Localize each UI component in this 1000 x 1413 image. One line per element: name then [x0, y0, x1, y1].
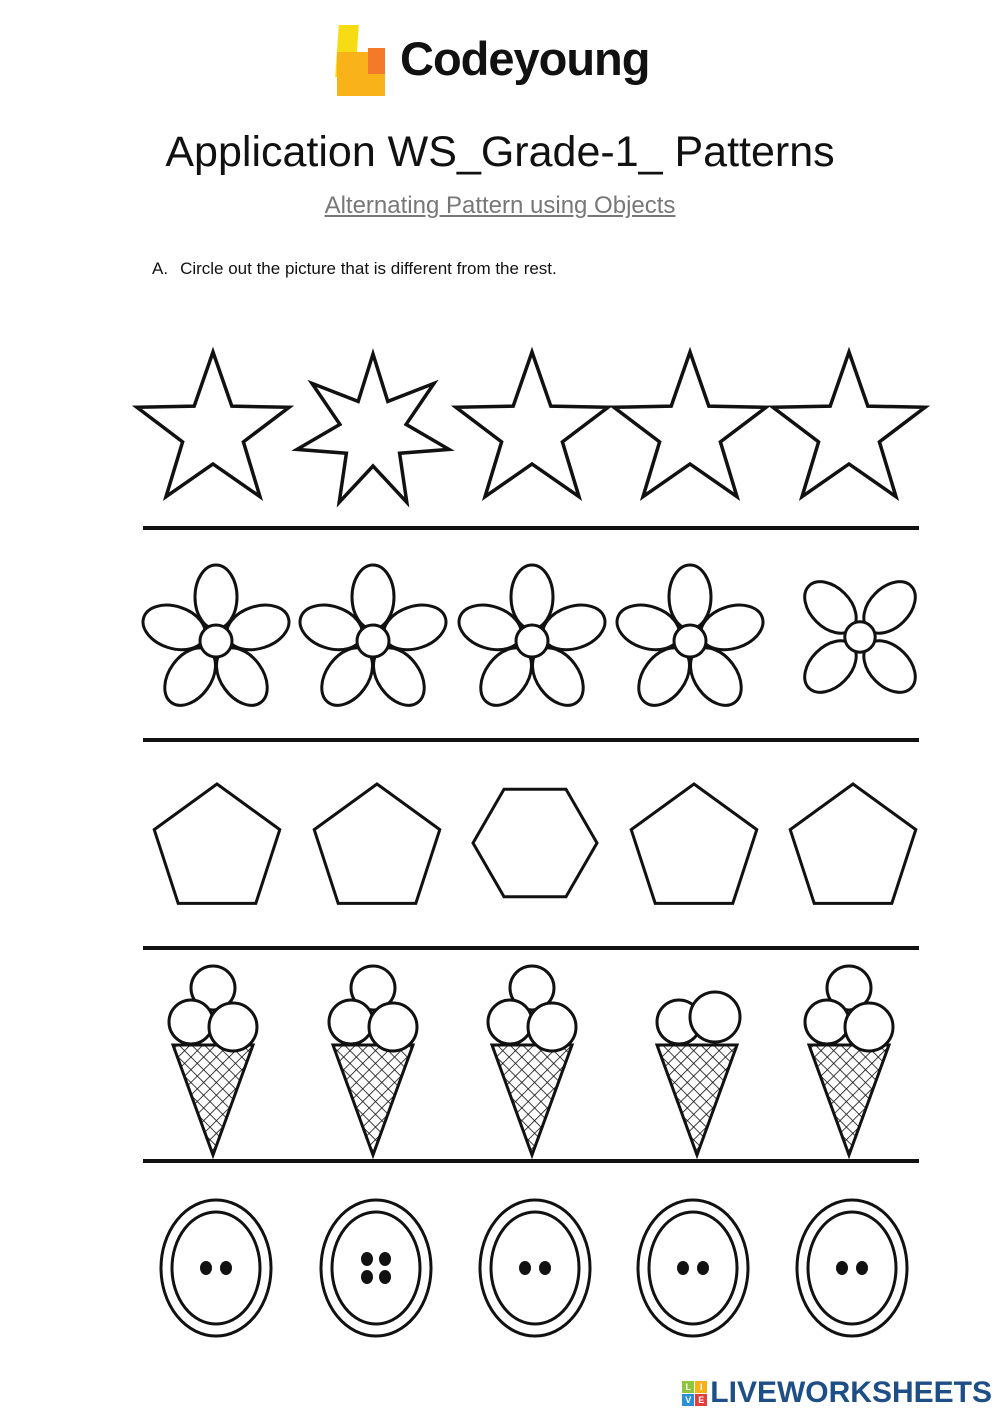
- row-divider: [143, 738, 919, 742]
- ice-cream-3-scoops-icon[interactable]: [488, 966, 576, 1155]
- button-2-holes-icon[interactable]: [480, 1200, 590, 1336]
- button-2-holes-icon[interactable]: [161, 1200, 271, 1336]
- ice-cream-3-scoops-icon[interactable]: [169, 966, 257, 1155]
- hexagon-icon[interactable]: [473, 789, 597, 896]
- flower-5-petal-icon[interactable]: [137, 565, 295, 715]
- pentagon-icon[interactable]: [154, 784, 280, 903]
- button-2-holes-icon[interactable]: [797, 1200, 907, 1336]
- star-7-point-icon[interactable]: [297, 354, 449, 502]
- worksheet-subtitle: Alternating Pattern using Objects: [324, 192, 676, 219]
- flower-4-petal-icon[interactable]: [795, 572, 925, 702]
- pentagon-icon[interactable]: [790, 784, 916, 903]
- instruction-marker: A.: [152, 259, 169, 278]
- ice-cream-3-scoops-icon[interactable]: [805, 966, 893, 1155]
- star-5-point-icon[interactable]: [456, 352, 608, 497]
- flower-5-petal-icon[interactable]: [294, 565, 452, 715]
- flower-5-petal-icon[interactable]: [611, 565, 769, 715]
- logo-text: Codeyoung: [400, 31, 650, 85]
- worksheet-title: Application WS_Grade-1_ Patterns: [165, 128, 835, 176]
- row-divider: [143, 1159, 919, 1163]
- row-divider: [143, 946, 919, 950]
- row-divider: [143, 526, 919, 530]
- star-5-point-icon[interactable]: [773, 352, 925, 497]
- star-5-point-icon[interactable]: [137, 352, 289, 497]
- star-5-point-icon[interactable]: [614, 352, 766, 497]
- flower-5-petal-icon[interactable]: [453, 565, 611, 715]
- liveworksheets-text: LIVEWORKSHEETS: [710, 1376, 992, 1409]
- button-4-holes-icon[interactable]: [321, 1200, 431, 1336]
- pentagon-icon[interactable]: [631, 784, 757, 903]
- button-2-holes-icon[interactable]: [638, 1200, 748, 1336]
- ice-cream-3-scoops-icon[interactable]: [329, 966, 417, 1155]
- liveworksheets-badge: L I V E: [682, 1381, 707, 1406]
- instruction-text: Circle out the picture that is different from the rest.: [180, 259, 557, 278]
- ice-cream-2-scoops-icon[interactable]: [657, 992, 740, 1155]
- pentagon-icon[interactable]: [314, 784, 440, 903]
- liveworksheets-watermark: [682, 1376, 992, 1410]
